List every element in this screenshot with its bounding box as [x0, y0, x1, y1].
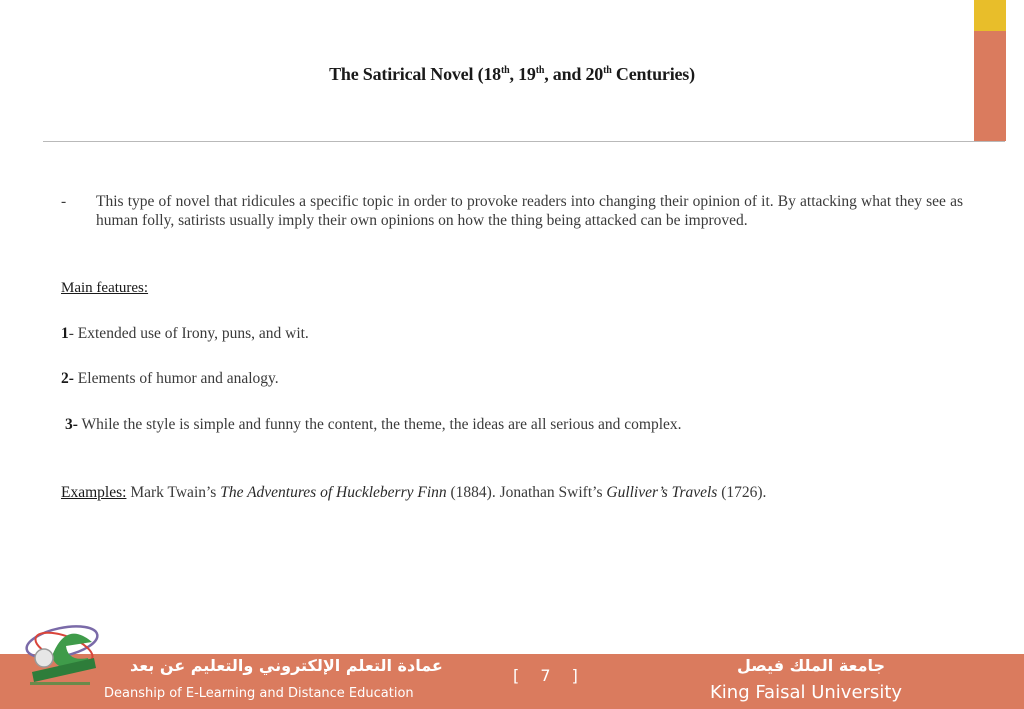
university-arabic: جامعة الملك فيصل [737, 656, 886, 675]
university-english: King Faisal University [710, 682, 903, 703]
intro-text: This type of novel that ridicules a specific topic in order to provoke readers into changing their opinion of it. By attacking what they see as human folly, satirists usually imply their own opinions on how the thing being attacked can be improved. [96, 193, 963, 229]
deanship-arabic: عمادة التعلم الإلكتروني والتعليم عن بعد [130, 656, 443, 675]
page-number: [ 7 ] [513, 666, 586, 685]
feature-item-3: 3- While the style is simple and funny the content, the theme, the ideas are all serious and complex. [65, 416, 682, 433]
accent-bar-orange [974, 31, 1006, 141]
examples-line: Examples: Mark Twain’s The Adventures of Huckleberry Finn (1884). Jonathan Swift’s Gulliver’s Travels (1726). [61, 484, 767, 501]
features-heading: Main features: [61, 280, 149, 296]
accent-bar-yellow [974, 0, 1006, 31]
intro-paragraph [61, 192, 963, 230]
footer-bar [0, 654, 1024, 709]
intro-dash: - [61, 193, 67, 210]
feature-item-1: 1- Extended use of Irony, puns, and wit. [61, 325, 309, 342]
deanship-english: Deanship of E-Learning and Distance Education [104, 686, 414, 701]
feature-item-2: 2- Elements of humor and analogy. [61, 370, 279, 387]
slide-title: The Satirical Novel (18th, 19th, and 20th Centuries) [329, 64, 695, 84]
e-learning-logo-icon [22, 612, 106, 692]
title-divider [43, 141, 1005, 142]
